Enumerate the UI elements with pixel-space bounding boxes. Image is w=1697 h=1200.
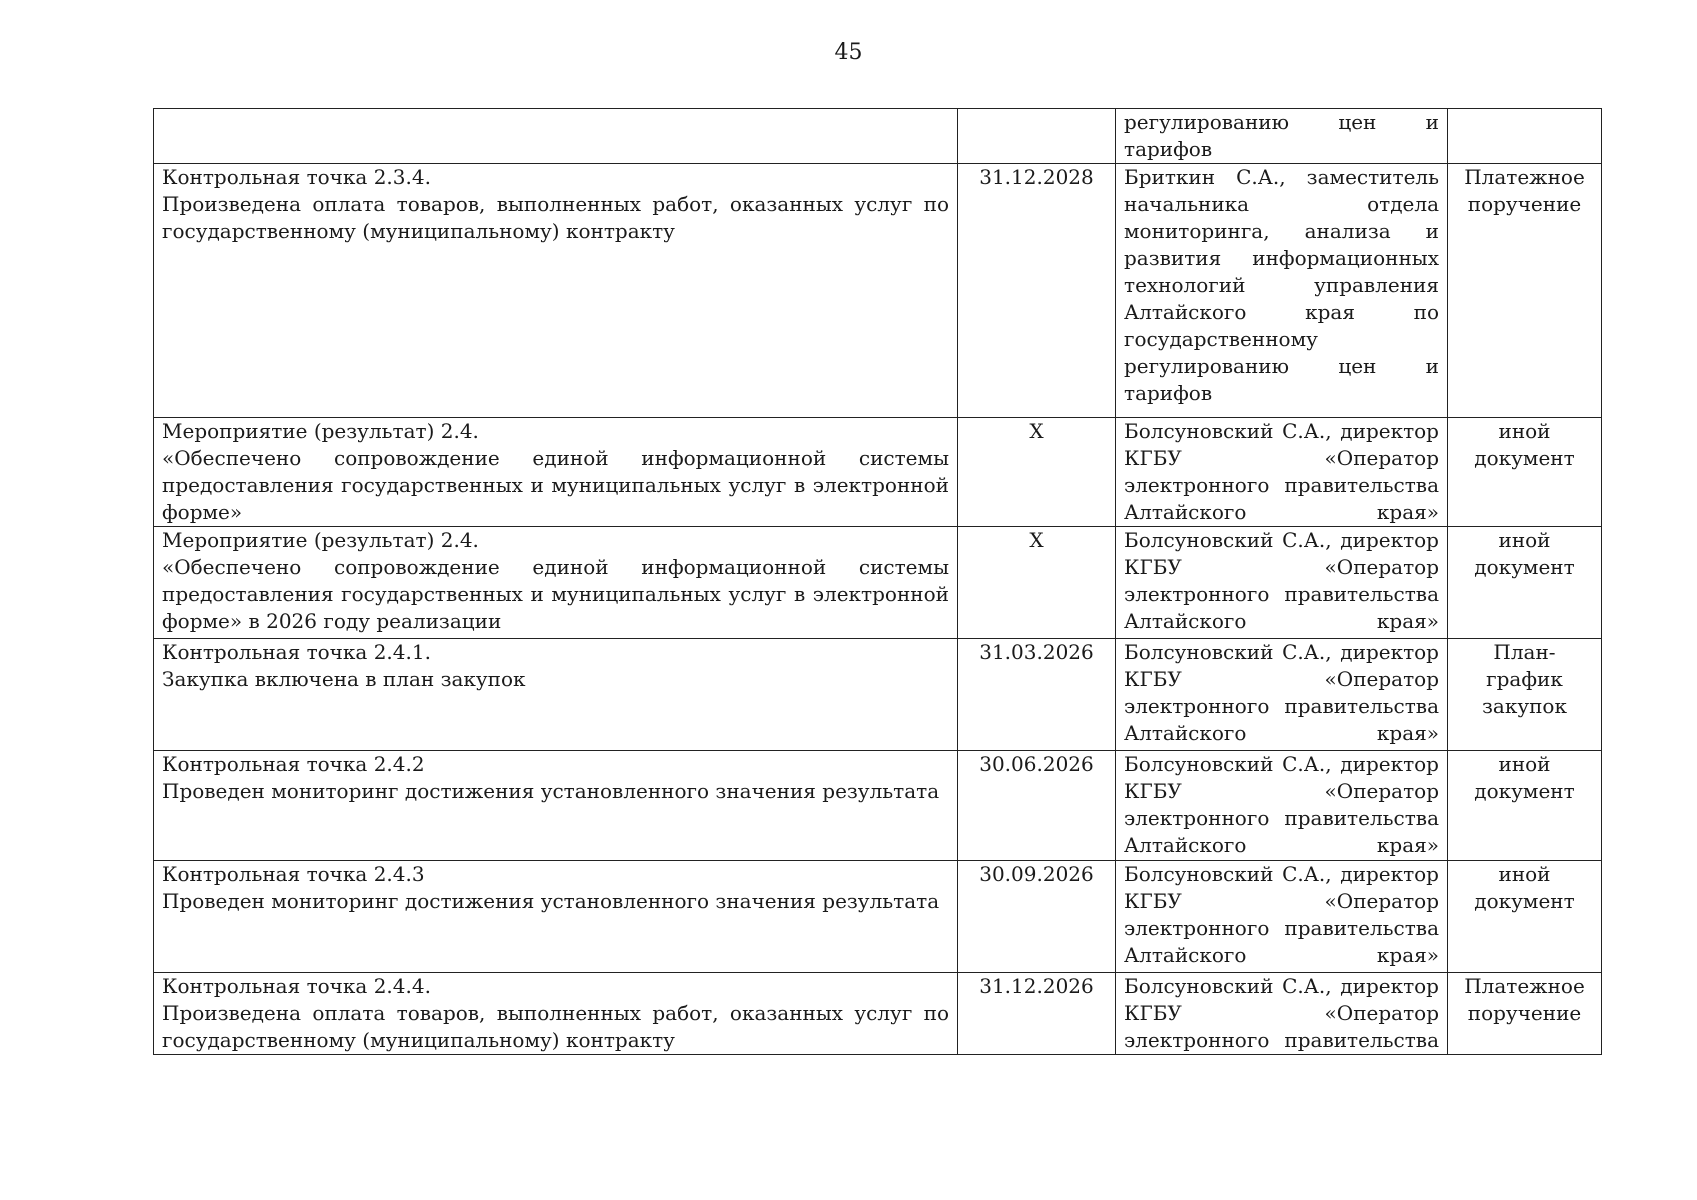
responsible-line: КГБУ «Оператор [1124, 889, 1439, 913]
responsible-line: мониторинга, анализа и [1124, 219, 1439, 243]
responsible-cell [1116, 861, 1448, 973]
document-type-line: закупок [1482, 694, 1567, 718]
deadline-date: 31.12.2028 [979, 165, 1094, 189]
document-type-cell [1448, 861, 1602, 973]
responsible-line: КГБУ «Оператор [1124, 555, 1439, 579]
deadline-date: 31.12.2026 [979, 974, 1094, 998]
event-description: Закупка включена в план закупок [162, 667, 526, 691]
responsible-line: Болсуновский С.А., директор [1124, 419, 1439, 443]
document-type-cell [1448, 109, 1602, 164]
deadline-date: 30.09.2026 [979, 862, 1094, 886]
document-type-line: План-график [1486, 640, 1563, 691]
document-type-line: документ [1474, 446, 1575, 470]
event-description-cell [154, 418, 958, 527]
event-description-cell [154, 751, 958, 861]
deadline-date: X [1029, 528, 1044, 552]
responsible-line: электронного правительства [1124, 473, 1439, 497]
table-row [154, 973, 1602, 1055]
responsible-line: Алтайского края» [1124, 721, 1439, 745]
responsible-line: регулированию цен и [1124, 110, 1439, 134]
responsible-line: развития информационных [1124, 246, 1439, 270]
responsible-line: Болсуновский С.А., директор [1124, 640, 1439, 664]
responsible-line: электронного правительства [1124, 1028, 1439, 1052]
deadline-cell [958, 751, 1116, 861]
responsible-line: Бриткин С.А., заместитель [1124, 165, 1439, 189]
responsible-line: электронного правительства [1124, 694, 1439, 718]
event-description-cell [154, 164, 958, 418]
responsible-line: тарифов [1124, 137, 1213, 161]
deadline-date: 31.03.2026 [979, 640, 1094, 664]
event-description: Произведена оплата товаров, выполненных работ, оказанных услуг по государственному (муниципальному) контракту [162, 1001, 949, 1052]
event-description-cell [154, 639, 958, 751]
responsible-line: Алтайского края» [1124, 500, 1439, 524]
document-type-line: документ [1474, 555, 1575, 579]
plan-table-body [154, 109, 1602, 1055]
responsible-line: Болсуновский С.А., директор [1124, 528, 1439, 552]
responsible-line: государственному [1124, 327, 1318, 351]
document-type-line: Платежное [1464, 165, 1585, 189]
responsible-line: КГБУ «Оператор [1124, 667, 1439, 691]
document-type-cell [1448, 164, 1602, 418]
responsible-line: электронного правительства [1124, 806, 1439, 830]
responsible-cell [1116, 164, 1448, 418]
responsible-cell [1116, 973, 1448, 1055]
table-row [154, 527, 1602, 639]
responsible-line: Алтайского края» [1124, 943, 1439, 967]
document-type-line: иной [1498, 419, 1551, 443]
event-description-cell [154, 861, 958, 973]
document-type-line: поручение [1467, 1001, 1582, 1025]
event-description: Проведен мониторинг достижения установленного значения результата [162, 779, 940, 803]
event-title: Контрольная точка 2.4.2 [162, 752, 425, 776]
document-type-cell [1448, 973, 1602, 1055]
deadline-cell [958, 109, 1116, 164]
responsible-cell [1116, 527, 1448, 639]
table-row [154, 861, 1602, 973]
deadline-date: X [1029, 419, 1044, 443]
responsible-line: КГБУ «Оператор [1124, 1001, 1439, 1025]
table-row [154, 418, 1602, 527]
event-description-cell [154, 527, 958, 639]
event-description: Произведена оплата товаров, выполненных работ, оказанных услуг по государственному (муниципальному) контракту [162, 192, 949, 243]
responsible-line: Алтайского края» [1124, 833, 1439, 857]
responsible-cell [1116, 109, 1448, 164]
event-description-cell [154, 973, 958, 1055]
deadline-date: 30.06.2026 [979, 752, 1094, 776]
responsible-line: электронного правительства [1124, 916, 1439, 940]
document-type-line: документ [1474, 779, 1575, 803]
responsible-line: технологий управления [1124, 273, 1439, 297]
event-title: Контрольная точка 2.4.1. [162, 640, 431, 664]
event-description: «Обеспечено сопровождение единой информационной системы предоставления государственных и муниципальных услуг в электронной форме» [162, 446, 949, 524]
document-type-cell [1448, 527, 1602, 639]
table-row [154, 639, 1602, 751]
page-number: 45 [834, 40, 863, 65]
document-type-line: иной [1498, 752, 1551, 776]
document-type-line: поручение [1467, 192, 1582, 216]
responsible-line: Алтайского края по [1124, 300, 1439, 324]
responsible-line: КГБУ «Оператор [1124, 779, 1439, 803]
deadline-cell [958, 164, 1116, 418]
responsible-cell [1116, 418, 1448, 527]
event-title: Контрольная точка 2.4.3 [162, 862, 425, 886]
event-title: Контрольная точка 2.4.4. [162, 974, 431, 998]
responsible-line: Болсуновский С.А., директор [1124, 862, 1439, 886]
document-type-line: Платежное [1464, 974, 1585, 998]
deadline-cell [958, 973, 1116, 1055]
event-description-cell [154, 109, 958, 164]
event-description: «Обеспечено сопровождение единой информационной системы предоставления государственных и муниципальных услуг в электронной форме» в 2026 году реализации [162, 555, 949, 633]
table-row [154, 164, 1602, 418]
responsible-line: начальника отдела [1124, 192, 1439, 216]
document-type-cell [1448, 751, 1602, 861]
event-title: Контрольная точка 2.3.4. [162, 165, 431, 189]
plan-table [153, 108, 1602, 1055]
responsible-line: КГБУ «Оператор [1124, 446, 1439, 470]
document-type-cell [1448, 418, 1602, 527]
event-description: Проведен мониторинг достижения установленного значения результата [162, 889, 940, 913]
deadline-cell [958, 639, 1116, 751]
document-type-cell [1448, 639, 1602, 751]
responsible-cell [1116, 751, 1448, 861]
responsible-line: Алтайского края» [1124, 609, 1439, 633]
responsible-line: Болсуновский С.А., директор [1124, 974, 1439, 998]
document-type-line: иной [1498, 862, 1551, 886]
table-row [154, 109, 1602, 164]
responsible-line: Болсуновский С.А., директор [1124, 752, 1439, 776]
responsible-cell [1116, 639, 1448, 751]
responsible-line: тарифов [1124, 381, 1213, 405]
document-type-line: документ [1474, 889, 1575, 913]
deadline-cell [958, 418, 1116, 527]
deadline-cell [958, 861, 1116, 973]
responsible-line: регулированию цен и [1124, 354, 1439, 378]
event-title: Мероприятие (результат) 2.4. [162, 419, 479, 443]
deadline-cell [958, 527, 1116, 639]
event-title: Мероприятие (результат) 2.4. [162, 528, 479, 552]
table-row [154, 751, 1602, 861]
responsible-line: электронного правительства [1124, 582, 1439, 606]
document-type-line: иной [1498, 528, 1551, 552]
